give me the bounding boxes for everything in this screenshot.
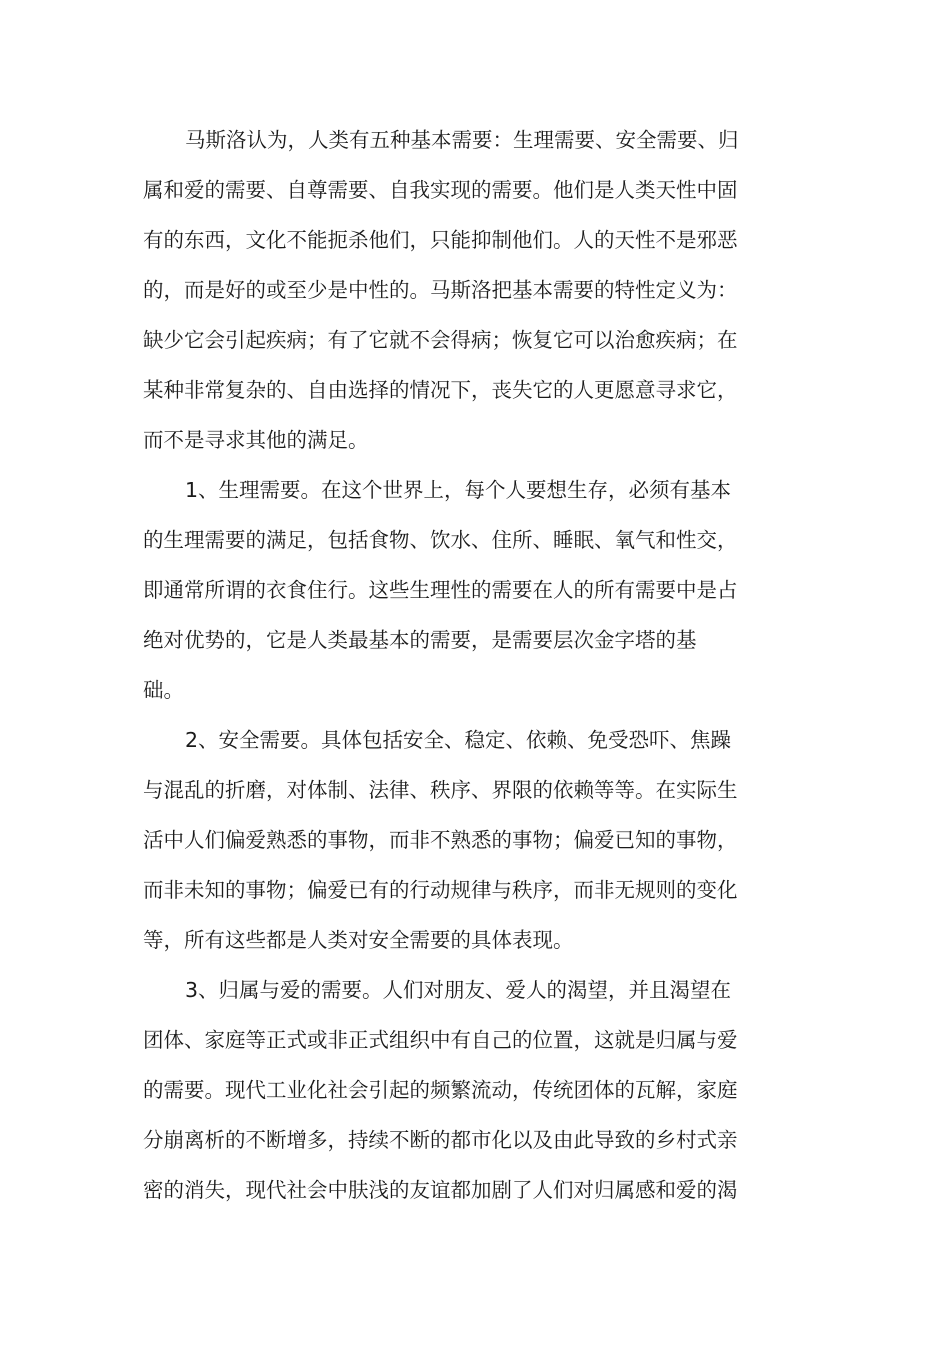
paragraph-1-line: 马斯洛认为，人类有五种基本需要：生理需要、安全需要、归 bbox=[185, 128, 739, 152]
paragraph-2-line: 的生理需要的满足，包括食物、饮水、住所、睡眠、氧气和性交， bbox=[143, 528, 738, 552]
paragraph-3-line: 等，所有这些都是人类对安全需要的具体表现。 bbox=[143, 928, 574, 952]
paragraph-1-line: 某种非常复杂的、自由选择的情况下，丧失它的人更愿意寻求它， bbox=[143, 378, 738, 402]
paragraph-3-line: 与混乱的折磨，对体制、法律、秩序、界限的依赖等等。在实际生 bbox=[143, 778, 738, 802]
paragraph-3-line: 活中人们偏爱熟悉的事物，而非不熟悉的事物；偏爱已知的事物， bbox=[143, 828, 738, 852]
paragraph-4-line: 团体、家庭等正式或非正式组织中有自己的位置，这就是归属与爱 bbox=[143, 1028, 738, 1052]
paragraph-1-line: 属和爱的需要、自尊需要、自我实现的需要。他们是人类天性中固 bbox=[143, 178, 738, 202]
paragraph-2-line: 础。 bbox=[143, 678, 184, 702]
paragraph-3-line: 2、安全需要。具体包括安全、稳定、依赖、免受恐吓、焦躁 bbox=[185, 728, 732, 752]
document-body bbox=[143, 122, 763, 1222]
paragraph-4-line: 分崩离析的不断增多，持续不断的都市化以及由此导致的乡村式亲 bbox=[143, 1128, 738, 1152]
paragraph-2-line: 绝对优势的，它是人类最基本的需要，是需要层次金字塔的基 bbox=[143, 628, 697, 652]
paragraph-1-line: 有的东西，文化不能扼杀他们，只能抑制他们。人的天性不是邪恶 bbox=[143, 228, 738, 252]
paragraph-3-line: 而非未知的事物；偏爱已有的行动规律与秩序，而非无规则的变化 bbox=[143, 878, 738, 902]
paragraph-2-line: 即通常所谓的衣食住行。这些生理性的需要在人的所有需要中是占 bbox=[143, 578, 738, 602]
paragraph-4-line: 3、归属与爱的需要。人们对朋友、爱人的渴望，并且渴望在 bbox=[185, 978, 732, 1002]
paragraph-4-line: 密的消失，现代社会中肤浅的友谊都加剧了人们对归属感和爱的渴 bbox=[143, 1178, 738, 1202]
paragraph-1-line: 缺少它会引起疾病；有了它就不会得病；恢复它可以治愈疾病；在 bbox=[143, 328, 738, 352]
paragraph-2-line: 1、生理需要。在这个世界上，每个人要想生存，必须有基本 bbox=[185, 478, 732, 502]
paragraph-4-line: 的需要。现代工业化社会引起的频繁流动，传统团体的瓦解，家庭 bbox=[143, 1078, 738, 1102]
paragraph-1-line: 的，而是好的或至少是中性的。马斯洛把基本需要的特性定义为： bbox=[143, 278, 738, 302]
paragraph-1-line: 而不是寻求其他的满足。 bbox=[143, 428, 369, 452]
